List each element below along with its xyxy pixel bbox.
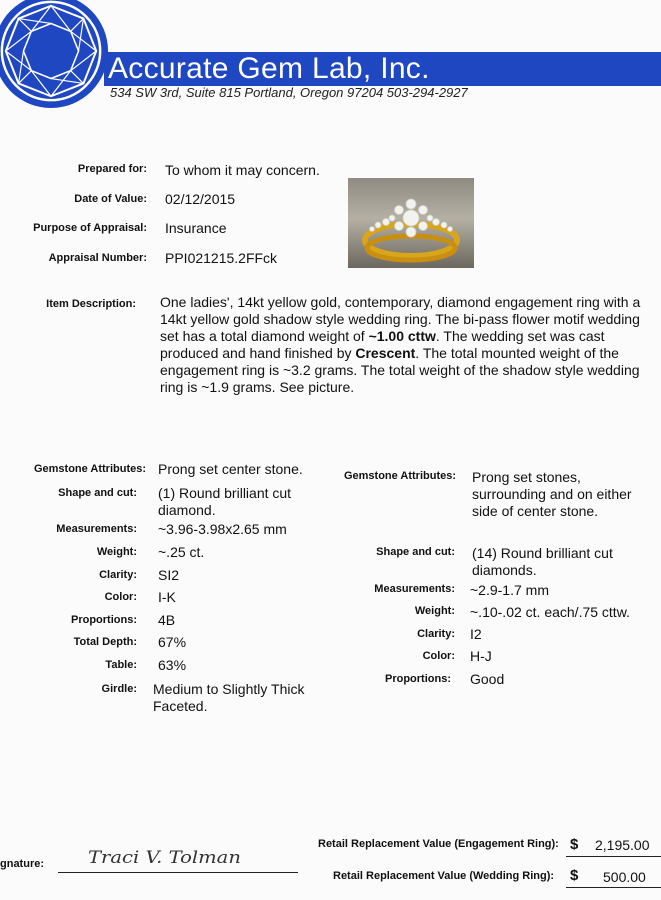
center-shape-value: (1) Round brilliant cut diamond. (158, 485, 292, 518)
appraisal-number-label: Appraisal Number: (48, 252, 147, 264)
side-gemstone-label: Gemstone Attributes: (343, 470, 456, 482)
engagement-underline (566, 856, 661, 857)
wedding-value: 500.00 (603, 869, 646, 885)
date-of-value-label: Date of Value: (74, 193, 147, 205)
side-weight-label: Weight: (414, 605, 455, 617)
side-measurements-label: Measurements: (374, 583, 455, 595)
appraisal-number-value: PPI021215.2FFck (165, 250, 278, 266)
gem-logo-icon (0, 0, 110, 110)
center-weight-value: ~.25 ct. (158, 544, 205, 560)
item-description: One ladies', 14kt yellow gold, contemporary, diamond engagement ring with a 14kt yellow gold shadow style wedding ring. The bi-pass flower motif wedding set has a total diamond weight of ~1.00 cttw. The wedding set was cast produced and hand finished by Crescent. The total mounted weight of the engagement ring is ~3.2 grams. The total weight of the shadow style wedding ring is ~1.9 grams. See picture. (160, 294, 641, 395)
date-of-value-value: 02/12/2015 (165, 191, 236, 207)
center-clarity-label: Clarity: (99, 569, 137, 581)
wedding-currency: $ (570, 867, 579, 884)
center-depth-label: Total Depth: (73, 636, 137, 648)
side-color-value: H-J (470, 648, 492, 664)
signature-line (58, 872, 298, 873)
center-proportions-value: 4B (158, 612, 176, 628)
side-clarity-label: Clarity: (417, 628, 455, 640)
center-girdle-value: Medium to Slightly Thick Faceted. (153, 681, 305, 714)
side-shape-label: Shape and cut: (376, 546, 455, 558)
side-shape-value: (14) Round brilliant cut diamonds. (472, 545, 613, 578)
side-proportions-label: Proportions: (385, 673, 451, 685)
center-measurements-value: ~3.96-3.98x2.65 mm (158, 521, 287, 537)
purpose-value: Insurance (165, 220, 227, 236)
center-shape-label: Shape and cut: (58, 487, 137, 499)
center-proportions-label: Proportions: (71, 614, 137, 626)
engagement-value: 2,195.00 (595, 837, 650, 853)
engagement-value-label: Retail Replacement Value (Engagement Ring): (318, 838, 559, 850)
engagement-currency: $ (570, 836, 579, 853)
item-description-label: Item Description: (46, 298, 136, 310)
center-gemstone-label: Gemstone Attributes: (33, 463, 146, 475)
signature-label: gnature: (0, 858, 44, 870)
center-weight-label: Weight: (96, 546, 137, 558)
center-measurements-label: Measurements: (56, 523, 137, 535)
center-color-value: I-K (158, 589, 176, 605)
center-table-value: 63% (158, 657, 187, 673)
prepared-for-label: Prepared for: (77, 163, 147, 175)
company-address: 534 SW 3rd, Suite 815 Portland, Oregon 97204 503-294-2927 (110, 85, 468, 100)
wedding-underline (566, 887, 661, 888)
center-color-label: Color: (104, 591, 137, 603)
wedding-value-label: Retail Replacement Value (Wedding Ring): (333, 870, 555, 882)
side-proportions-value: Good (470, 671, 505, 687)
side-clarity-value: I2 (470, 626, 482, 642)
company-name: Accurate Gem Lab, Inc. (104, 52, 661, 86)
purpose-label: Purpose of Appraisal: (33, 222, 147, 234)
side-measurements-value: ~2.9-1.7 mm (470, 582, 549, 598)
center-clarity-value: SI2 (158, 567, 180, 583)
center-gemstone-value: Prong set center stone. (158, 461, 303, 477)
center-girdle-label: Girdle: (101, 683, 137, 695)
side-color-label: Color: (422, 650, 455, 662)
side-weight-value: ~.10-.02 ct. each/.75 cttw. (470, 604, 630, 620)
signature: Traci V. Tolman (88, 848, 241, 868)
side-gemstone-value: Prong set stones, surrounding and on either side of center stone. (472, 469, 632, 519)
center-table-label: Table: (105, 659, 137, 671)
prepared-for-value: To whom it may concern. (165, 162, 320, 178)
center-depth-value: 67% (158, 634, 187, 650)
ring-photo (348, 178, 474, 268)
